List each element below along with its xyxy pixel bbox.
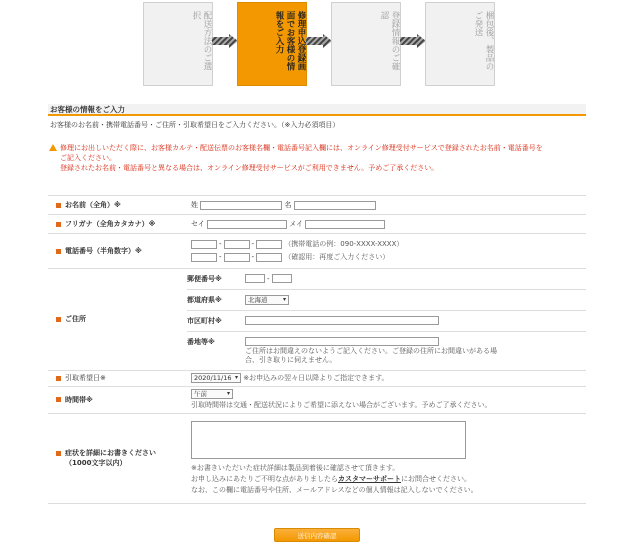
symptom-note-2: お申し込みにあたりご不明な点がありましたらカスタマーサポートにお問合せください。 (191, 474, 471, 483)
address-subtable: 郵便番号※ - 都道府県※ 北海道 ▾ 市区町村※ 番地等※ ご住所はお間違えのないようご記入ください。ご登録の住所にお間違いがある場 合、引き取りに伺えません。 (187, 269, 586, 370)
symptom-note-1: ※お書きいただいた症状詳細は製品到着後に確認させて頂きます。 (191, 463, 400, 472)
time-label: 時間帯※ (48, 386, 187, 413)
symptom-label: 症状を詳細にお書きください （1000文字以内） (48, 413, 187, 503)
progress-steps (0, 0, 640, 96)
chevron-down-icon: ▾ (226, 389, 230, 397)
bullet-icon (56, 249, 61, 254)
bullet-icon (56, 317, 61, 322)
bullet-icon (56, 203, 61, 208)
prefecture-select[interactable]: 北海道 ▾ (245, 295, 289, 305)
phone-confirm-2-input[interactable] (224, 253, 250, 262)
street-note-2: 合、引き取りに伺えません。 (245, 355, 337, 364)
warning-icon (49, 144, 57, 151)
phone-2-input[interactable] (224, 240, 250, 249)
pickup-label: 引取希望日※ (48, 370, 187, 386)
symptom-note-3: なお、この欄に電話番号や住所、メールアドレスなどの個人情報は記入しないでください。 (191, 485, 478, 494)
submit-button[interactable]: 送信内容確認 (274, 528, 360, 542)
pref-label: 都道府県※ (187, 290, 245, 311)
zip-1-input[interactable] (245, 274, 265, 283)
chevron-down-icon: ▾ (234, 374, 238, 381)
kana-mei-label: メイ (289, 220, 304, 228)
customer-support-link[interactable]: カスタマーサポート (338, 474, 401, 483)
customer-form: お名前（全角）※ 姓 名 フリガナ（全角カタカナ）※ セイ メイ 電話番号（半角数字）※ - - （携帯電話の例：090-XXXX-XXXX） - - （確認用：再度ご入力ください） ご住所 郵便番号※ - 都道府県※ 北海道 ▾ 市区町村※ 番地等※ ご住所はお間違えのないようご記入ください。ご登録の住所にお間違いがある場 合、引き取りに伺えません。 引取希望日※ 2020/11/16 ▾ ※お申込みの翌々日以降よりご指定できます。 時間帯※ 午前 ▾ 引取時間帯は交通・配送状況によりご希望に添えない場合がございます。予めご了承ください。 症状を詳細にお書きください （1000文字以内） ※お書きいただいた症状詳細は製品到着後に確認させて頂きます。 お申し込みにあたりご不明な点がありましたらカスタマーサポートにお問合せください。 なお、この欄に電話番号や住所、メールアドレスなどの個人情報は記入しないでください。 (48, 195, 586, 504)
kana-label: フリガナ（全角カタカナ）※ (48, 215, 187, 234)
street-label: 番地等※ (187, 338, 215, 346)
bullet-icon (56, 376, 61, 381)
time-select[interactable]: 午前 ▾ (191, 389, 233, 399)
step-2 (237, 2, 307, 86)
mei-label: 名 (284, 201, 292, 209)
phone-1-input[interactable] (191, 240, 217, 249)
street-note-1: ご住所はお間違えのないようご記入ください。ご登録の住所にお間違いがある場 (245, 346, 497, 355)
step-arrow-icon (306, 34, 332, 48)
phone-hint: （携帯電話の例：090-XXXX-XXXX） (284, 240, 404, 248)
address-label: ご住所 (48, 269, 187, 371)
city-input[interactable] (245, 316, 439, 325)
notice (50, 143, 590, 173)
section-title: お客様の情報をご入力 (48, 104, 586, 116)
time-note: 引取時間帯は交通・配送状況によりご希望に添えない場合がございます。予めご了承ください。 (191, 400, 492, 409)
step-arrow-icon (400, 34, 426, 48)
symptom-textarea[interactable] (191, 421, 466, 459)
first-name-kana-input[interactable] (305, 220, 385, 229)
last-name-kana-input[interactable] (207, 220, 287, 229)
intro-text: お客様のお名前・携帯電話番号・ご住所・引取希望日をご入力ください。（※入力必須項目） (50, 121, 340, 129)
zip-label: 郵便番号※ (187, 269, 245, 290)
phone-confirm-3-input[interactable] (256, 253, 282, 262)
phone-confirm-1-input[interactable] (191, 253, 217, 262)
notice-line-1: 修理にお出しいただく際に、お客様カルテ・配送伝票のお客様名欄・電話番号記入欄には、オンライン修理受付サービスで登録されたお名前・電話番号を (60, 144, 543, 152)
notice-line-2: ご記入ください。 (60, 154, 116, 162)
zip-2-input[interactable] (272, 274, 292, 283)
bullet-icon (56, 397, 61, 402)
phone-3-input[interactable] (256, 240, 282, 249)
sei-label: 姓 (191, 201, 198, 209)
step-1 (143, 2, 213, 86)
last-name-input[interactable] (200, 201, 282, 210)
step-4-label: 梱包後、製品のご発送 (473, 11, 494, 71)
first-name-input[interactable] (294, 201, 376, 210)
step-3-label: 登録情報のご確認 (379, 11, 400, 71)
chevron-down-icon: ▾ (282, 296, 286, 303)
notice-line-3: 登録されたお名前・電話番号と異なる場合は、オンライン修理受付サービスがご利用できません。予めご了承ください。 (60, 164, 439, 172)
step-arrow-icon (212, 34, 238, 48)
city-label: 市区町村※ (187, 311, 245, 332)
kana-sei-label: セイ (191, 220, 205, 228)
step-4 (425, 2, 495, 86)
phone-label: 電話番号（半角数字）※ (48, 234, 187, 269)
step-1-label: 配送方法のご選択 (191, 11, 212, 71)
pickup-date-select[interactable]: 2020/11/16 ▾ (191, 373, 241, 383)
step-3 (331, 2, 401, 86)
bullet-icon (56, 222, 61, 227)
street-input[interactable] (245, 337, 439, 346)
phone-confirm-hint: （確認用：再度ご入力ください） (284, 253, 390, 261)
step-2-label: 修理申込登録画面でお客様の情報をご入力 (274, 11, 306, 71)
pickup-note: ※お申込みの翌々日以降よりご指定できます。 (243, 374, 389, 382)
name-label: お名前（全角）※ (48, 196, 187, 215)
bullet-icon (56, 451, 61, 456)
